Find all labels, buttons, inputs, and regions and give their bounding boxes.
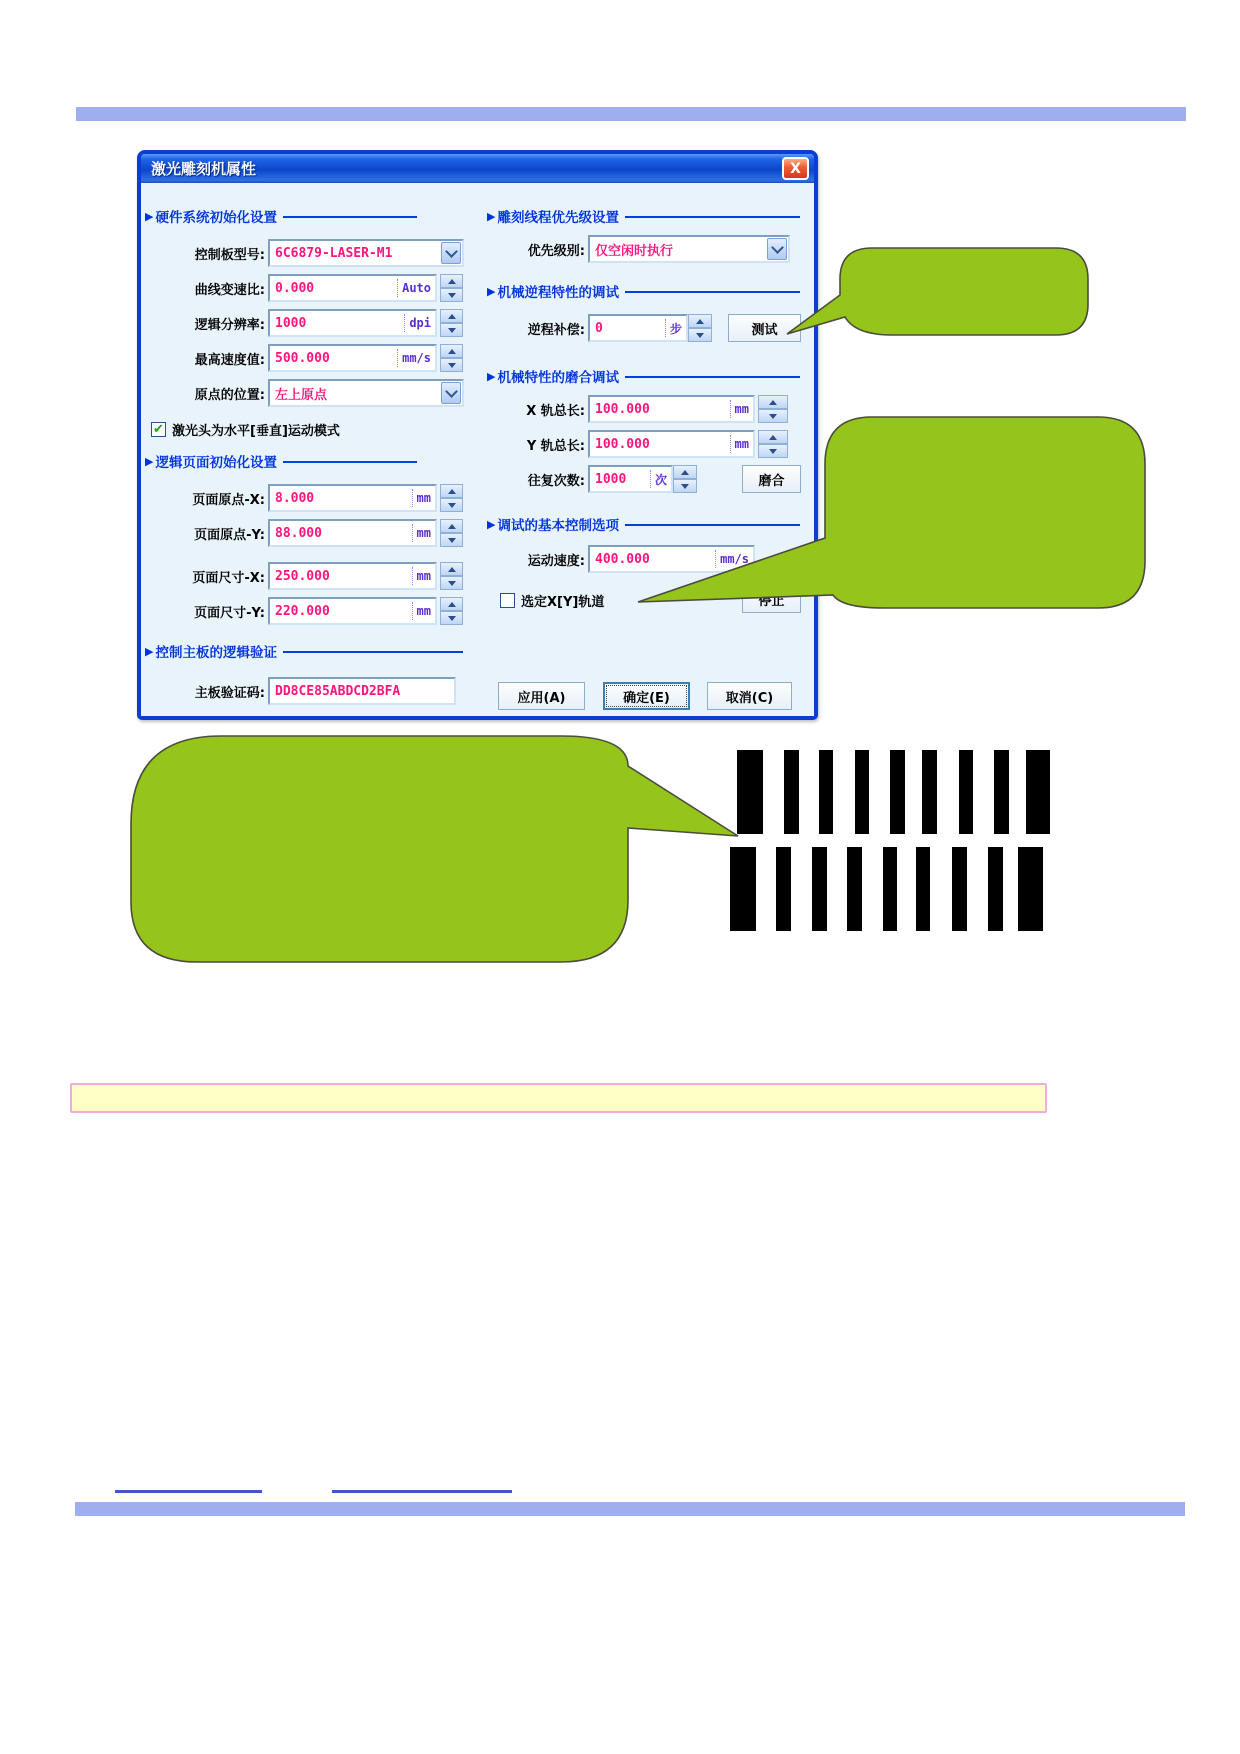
- page-size-x-label: 页面尺寸-X:: [192, 570, 265, 586]
- board-code-value: DD8CE85ABDCD2BFA: [275, 683, 401, 699]
- board-model-label: 控制板型号:: [194, 247, 265, 263]
- section-board-verify: [145, 642, 463, 660]
- rail-select-checkbox[interactable]: [500, 593, 515, 608]
- section-rule: [283, 461, 417, 463]
- pattern-bar: [994, 750, 1009, 834]
- cycles-unit: 次: [650, 470, 671, 488]
- curve-ratio-input[interactable]: [268, 274, 437, 302]
- dialog-title: 激光雕刻机属性: [151, 160, 257, 178]
- section-arrow-icon: ▶: [145, 454, 154, 468]
- callout-control-options: [630, 412, 1150, 624]
- section-wear-debug: [487, 367, 800, 385]
- page-origin-y-unit: mm: [412, 524, 435, 542]
- max-speed-input[interactable]: [268, 344, 437, 372]
- page-origin-y-row: [145, 519, 465, 547]
- max-speed-row: [145, 344, 465, 372]
- resolution-input[interactable]: [268, 309, 437, 337]
- board-code-label: 主板验证码:: [194, 685, 265, 701]
- section-title: 机械逆程特性的调试: [497, 285, 619, 301]
- page-origin-y-input[interactable]: [268, 519, 437, 547]
- highlight-bar: [70, 1083, 1047, 1113]
- backlash-row: [487, 314, 803, 342]
- y-rail-unit: mm: [730, 435, 753, 453]
- pattern-bar: [883, 847, 897, 931]
- pattern-bar: [1026, 750, 1050, 834]
- y-rail-value: 100.000: [595, 436, 650, 452]
- pattern-bar: [916, 847, 930, 931]
- section-arrow-icon: ▶: [487, 209, 496, 223]
- x-rail-label: X 轨总长:: [526, 403, 585, 419]
- move-speed-unit: mm/s: [715, 550, 753, 568]
- pattern-bar: [737, 750, 763, 834]
- section-hardware-init: [145, 207, 417, 225]
- page-origin-x-unit: mm: [412, 489, 435, 507]
- board-model-select[interactable]: [268, 239, 464, 267]
- priority-label: 优先级别:: [527, 243, 585, 259]
- board-code-input[interactable]: [268, 677, 456, 705]
- section-title: 机械特性的磨合调试: [497, 370, 619, 386]
- resolution-spinner[interactable]: [440, 309, 463, 337]
- x-rail-value: 100.000: [595, 401, 650, 417]
- head-mode-row: [145, 417, 465, 441]
- section-rule: [625, 291, 800, 293]
- origin-pos-value: 左上原点: [275, 387, 328, 403]
- section-page-init: [145, 452, 417, 470]
- check-icon: ✔: [153, 421, 164, 437]
- page-origin-x-label: 页面原点-X:: [192, 492, 265, 508]
- top-divider-rule: [76, 107, 1186, 121]
- page-origin-x-value: 8.000: [275, 490, 315, 506]
- cancel-button[interactable]: 取消(C): [707, 682, 792, 710]
- head-mode-checkbox[interactable]: [151, 422, 166, 437]
- resolution-label: 逻辑分辨率:: [194, 317, 265, 333]
- section-backlash-debug: [487, 282, 800, 300]
- priority-row: [487, 235, 803, 263]
- page-size-y-row: [145, 597, 465, 625]
- curve-ratio-label: 曲线变速比:: [194, 282, 265, 298]
- section-arrow-icon: ▶: [487, 369, 496, 383]
- backlash-label: 逆程补偿:: [527, 322, 585, 338]
- x-rail-unit: mm: [730, 400, 753, 418]
- backlash-value: 0: [595, 320, 603, 336]
- chevron-down-icon[interactable]: [441, 242, 461, 264]
- callout-test-button: [780, 243, 1095, 343]
- section-arrow-icon: ▶: [145, 209, 154, 223]
- y-rail-label: Y 轨总长:: [526, 438, 585, 454]
- curve-ratio-spinner[interactable]: [440, 274, 463, 302]
- origin-pos-row: [145, 379, 465, 407]
- page-size-x-row: [145, 562, 465, 590]
- pattern-bar: [890, 750, 905, 834]
- max-speed-value: 500.000: [275, 350, 330, 366]
- priority-select[interactable]: [588, 235, 790, 263]
- backlash-input[interactable]: [588, 314, 688, 342]
- pattern-bar: [784, 750, 799, 834]
- dialog-titlebar[interactable]: [141, 154, 814, 183]
- page-size-x-value: 250.000: [275, 568, 330, 584]
- max-speed-spinner[interactable]: [440, 344, 463, 372]
- pattern-bar: [1018, 847, 1043, 931]
- pattern-bar: [952, 847, 967, 931]
- pattern-bar: [855, 750, 869, 834]
- stop-button[interactable]: 停止: [742, 585, 801, 613]
- pattern-bar: [776, 847, 791, 931]
- pattern-bar: [819, 750, 833, 834]
- section-title: 逻辑页面初始化设置: [155, 455, 277, 471]
- pattern-bar: [922, 750, 937, 834]
- curve-ratio-value: 0.000: [275, 280, 315, 296]
- footer-link-underline[interactable]: [115, 1490, 262, 1493]
- apply-button[interactable]: 应用(A): [498, 682, 585, 710]
- section-thread-priority: [487, 207, 800, 225]
- resolution-value: 1000: [275, 315, 307, 331]
- section-arrow-icon: ▶: [487, 517, 496, 531]
- wear-in-button[interactable]: 磨合: [742, 465, 801, 493]
- head-mode-label: 激光头为水平[垂直]运动模式: [172, 423, 340, 439]
- max-speed-label: 最高速度值:: [194, 352, 265, 368]
- page-origin-y-value: 88.000: [275, 525, 322, 541]
- board-model-row: [145, 239, 465, 267]
- backlash-unit: 步: [665, 319, 686, 337]
- curve-ratio-row: [145, 274, 465, 302]
- page-size-y-input[interactable]: [268, 597, 437, 625]
- chevron-down-icon[interactable]: [441, 382, 461, 404]
- callout-bar-pattern: [125, 730, 745, 970]
- section-arrow-icon: ▶: [145, 644, 154, 658]
- section-title: 硬件系统初始化设置: [155, 210, 277, 226]
- pattern-bar: [988, 847, 1003, 931]
- section-rule: [283, 651, 463, 653]
- page-origin-x-row: [145, 484, 465, 512]
- pattern-bar: [730, 847, 756, 931]
- curve-ratio-unit: Auto: [397, 279, 435, 297]
- page-size-x-unit: mm: [412, 567, 435, 585]
- section-rule: [283, 216, 417, 218]
- origin-pos-label: 原点的位置:: [194, 387, 265, 403]
- page-origin-y-spinner[interactable]: [440, 519, 463, 547]
- page-origin-x-input[interactable]: [268, 484, 437, 512]
- test-button[interactable]: 测试: [728, 314, 801, 342]
- resolution-row: [145, 309, 465, 337]
- page-size-x-spinner[interactable]: [440, 562, 463, 590]
- footer-link-underline[interactable]: [332, 1490, 512, 1493]
- pattern-bar: [959, 750, 973, 834]
- cycles-value: 1000: [595, 471, 627, 487]
- board-code-row: [145, 677, 465, 705]
- section-arrow-icon: ▶: [487, 284, 496, 298]
- section-title: 调试的基本控制选项: [497, 518, 619, 534]
- close-icon[interactable]: X: [782, 157, 809, 180]
- origin-pos-select[interactable]: [268, 379, 464, 407]
- section-title: 控制主板的逻辑验证: [155, 645, 277, 661]
- bottom-divider-rule: [75, 1502, 1185, 1516]
- priority-value: 仅空闲时执行: [595, 243, 674, 259]
- rail-select-label: 选定X[Y]轨道: [521, 594, 605, 610]
- cycles-label: 往复次数:: [527, 473, 585, 489]
- section-rule: [625, 216, 800, 218]
- page-size-y-value: 220.000: [275, 603, 330, 619]
- backlash-spinner[interactable]: [688, 314, 712, 342]
- pattern-bar: [812, 847, 827, 931]
- page-size-y-spinner[interactable]: [440, 597, 463, 625]
- page-origin-x-spinner[interactable]: [440, 484, 463, 512]
- page-origin-y-label: 页面原点-Y:: [194, 527, 265, 543]
- section-rule: [625, 376, 800, 378]
- pattern-bar: [847, 847, 862, 931]
- move-speed-value: 400.000: [595, 551, 650, 567]
- max-speed-unit: mm/s: [397, 349, 435, 367]
- section-title: 雕刻线程优先级设置: [497, 210, 619, 226]
- page-size-x-input[interactable]: [268, 562, 437, 590]
- resolution-unit: dpi: [404, 314, 435, 332]
- board-model-value: 6C6879-LASER-M1: [275, 245, 393, 261]
- page-size-y-unit: mm: [412, 602, 435, 620]
- move-speed-label: 运动速度:: [527, 553, 585, 569]
- page-size-y-label: 页面尺寸-Y:: [194, 605, 265, 621]
- ok-button[interactable]: 确定(E): [603, 682, 690, 710]
